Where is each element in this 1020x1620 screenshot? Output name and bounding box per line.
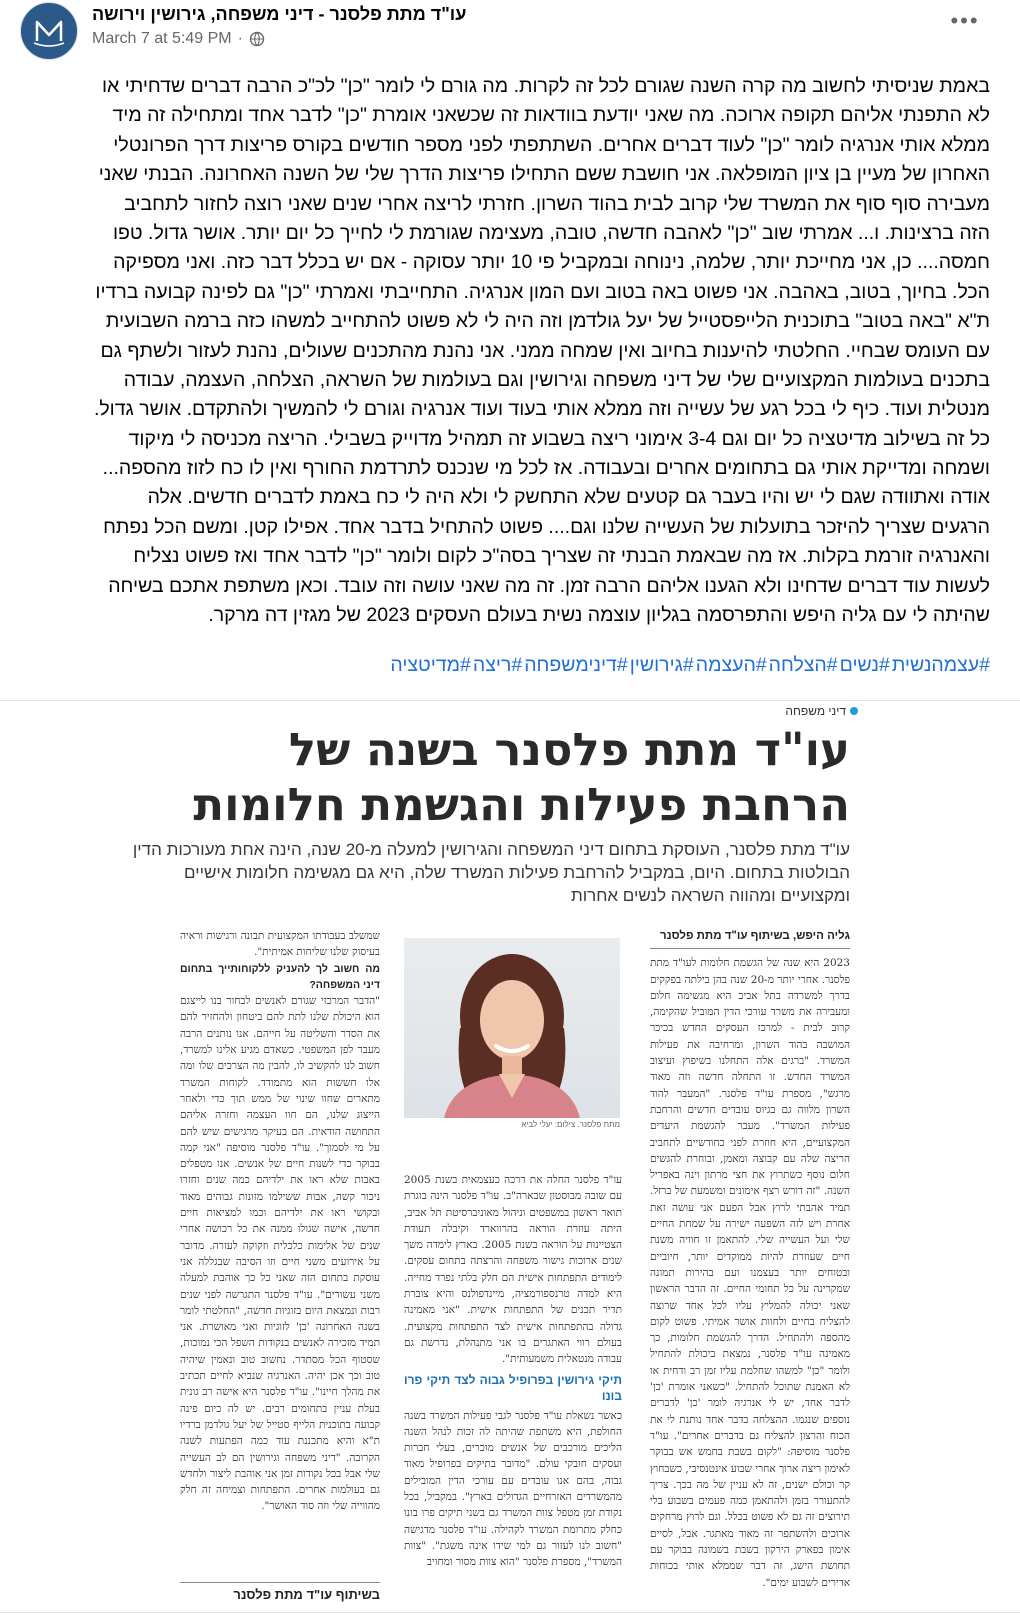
post-body-line: הכל. בחיוך, בטוב, באהבה. אני פשוט באה בטוב ועם המון אנרגיה. התחייבתי ואמרתי "כן" גם לפינה קבועה ברדיו [95,280,990,303]
meta-separator: · [237,30,243,47]
section-dot-icon [850,707,858,715]
column-middle-text-2: כאשר נשאלת עו"ד פלסנר לגבי פעילות המשרד בשנה החולפת, היא משתפת שהיתה לה זכות לנהל השנה הליכים מורכבים של אנשים מוכרים, בעלי חברות ועסקים חובקי עולם. "מדובר בתיקים בפרופיל מאוד גבוה, בהם אנו עובדים עם עורכי הדין המובילים מהמשרדים האזרחיים הגדולים בארץ". במקביל, בכל נקודת זמן מטפל צוות המשרד גם בשני תיקים פרו בונו כחלק מתרומת המשרד לקהילה. עו"ד פלסנר מדגישה "חשוב לנו לעזור גם למי שידו אינה משגת". "צוות המשרד", מספרת פלסנר "הוא צוות מסור ומחויב [404,1409,622,1569]
page-name[interactable]: עו"ד מתת פלסנר - דיני משפחה, גירושין וירושה [92,4,467,24]
headline-line-1: עו"ד מתת פלסנר בשנה של [288,723,850,776]
article-byline-bottom: בשיתוף עו"ד מתת פלסנר [180,1582,380,1602]
post-body-line: לעשות עוד דברים שדחינו ולא הגענו אליהם הרבה זמן. זה מה שאני עושה וזה עובד. וכאן משתפת אתכם בשיחה [108,574,990,597]
column-middle-subhead: תיקי גירושין בפרופיל גבוה לצד תיקי פרו בונו [404,1372,622,1403]
hashtag-link[interactable]: #מדיטציה [390,654,471,676]
post-body-line: מעבירה סוף סוף את המשרד שלי קרוב לבית בהוד השרון. חזרתי לריצה אחרי שנים שאני רוצה לחזור לתחביב [124,192,990,215]
post-body-line: לא התפנתי אליהם תקופה ארוכה. מה שאני יודעת בוודאות זה שכשאני אומרת "כן" לדבר אחד ומתחילה זה מיד [112,104,990,127]
column-left-text: שמשלב בעבודתו המקצועית תבונה ורגישות וראיה בעיסוק שלנו שליחות אמיתית". [180,930,380,959]
article-column-right [650,928,850,1598]
page-avatar[interactable] [20,2,78,60]
post-body-line: הזה ברצינות. ו... אמרתי שוב "כן" לאהבה חדשה, טובה, מעצימה שגורמת לי לחייך כל יום יותר. אושר גדול. טפו [112,221,990,244]
portrait-icon [404,938,620,1118]
column-left-question: מה חשוב לך להעניק ללקוחותייך בתחום דיני המשפחה? [180,962,380,991]
section-label-text: דיני משפחה [785,704,846,718]
article-byline: גליה היפש, בשיתוף עו"ד מתת פלסנר [650,928,850,949]
hashtag-link[interactable]: #גירושין [629,654,694,676]
post-body-line: אודה ואתוודה שגם לי יש והיו בעבר גם קטעים שלא התחשק לי ולא היה לי כח באמת לדברים חדשים. אלה [147,486,990,509]
post-body-line: חמסה.... כן, אני מחייכת יותר, שלמה, נינוחה ובמקביל פי 10 יותר עסוקה - אם יש בכלל דבר כזה. ואני מספיקה [113,251,990,274]
hashtag-link[interactable]: #עצמהנשית [891,654,990,676]
article-lede: עו"ד מתת פלסנר, העוסקת בתחום דיני המשפחה והגירושין למעלה מ-20 שנה, הינה אחת מעורכות הדין הבולטות בתחום. היום, במקביל להרחבת פעילות המשרד שלה, היא גם מגשימה חלומות אישיים ומקצועיים ומהווה השראה לנשים אחרות [132,840,850,905]
hashtag-link[interactable]: #העצמה [695,654,767,676]
column-right-text: 2023 היא שנה של הגשמת חלומות לעו"ד מתת פלסנר. אחרי יותר מ-20 שנה בהן בילתה בפקקים בדרך למשרדה בתל אביב היא מגשימה חלום ומעבירה את משרד עורכי הדין המוביל שהקימה, קרוב לבית - למרכז העסקים החדש בכיכר המושבה בהוד השרון, ומרחיבה את פעילות המשרד. "ברגים אלה התחלנו בשיפוץ ועיצוב המשרד החדש. זו התחלה חדשה וזה מאוד מרגש", מספרת עו"ד פלסנר. "המעבר להוד השרון מלווה גם בגיוס עובדים חדשים והרחבת פעילות המשרד". מעבר להגשמת היעדים המקצועיים, היא חוזרת לפני כחודשיים לתחביב הריצה שלה עם קבוצה ומאמן, ובוחרת להגשים חלום נוסף כשתרוץ את חצי מרתון וינה באפריל השנה. "זה דורש רצף אימונים ומשמעת של ברזל. תמיד אהבתי לרוץ אבל הפעם אני עושה זאת אחרת ויש לזה השפעה ישירה על שמחת החיים שלי ועל העשייה שלי. להתאמן זו חוויה משנת חיים שעוזרת להיות ממוקדים יותר, חיוביים ובטוחים יותר בעצמנו ועם בהירות תמונה שמקרינה על כל תחומי החיים. זה הדבר הראשון שאני יכולה להמליץ עליו לכל אחד שרוצה להצליח בחיים ולחוות אושר אמיתי. פשוט לקום מהספה ולהתחיל. הדרך להגשמת חלומות, כך מאמינה עו"ד פלסנר, נמצאת ביכולת להתחיל ולומר "כן" למשהו שחלמת עליו זמן רב ודחית או לא האמנת שתוכל להתחיל. "כשאני אומרת 'כן' לדבר אחד, יש לי אנרגיה לומר 'כן' לדברים נוספים שנגמו. ההצלחה בדבר אחד נותנת לי את הכוח והרצון להצליח גם בדברים אחרים". עו"ד פלסנר מוסיפה: "לקום בשבת בחמש אש בבוקר לאימון ריצה ארוך אחרי שבוע אינטנסיבי, כשבחוץ קר וכולם ישנים, זה לא עניין של מה בכך. צריך להתעורר בזמן ולהתאמן כמה פעמים בשבוע בלי תירוצים זה גם לא פשוט בכלל. וגם לרוץ מרחקים ארוכים ולהשתפר זה מאוד מאתגר. אבל, לסיים אימון בפארק הירקון בשבת בשמונה בבוקר עם תחושת הישג, זה דבר שממלא אותי בכוחות אדירים לשבוע ימים". [650,957,850,1589]
hashtag-link[interactable]: #הצלחה [768,654,838,676]
post-body [20,72,990,652]
post-body-line: באמת שניסיתי לחשוב מה קרה השנה שגורם לכל זה לקרות. מה גורם לי לומר "כן" לכ"כ הרבה דברים שדחיתי או [101,75,990,97]
article-headline [130,722,850,832]
section-label [785,704,858,718]
headline-line-2: הרחבת פעילות והגשמת חלומות [193,778,850,831]
article-column-middle [404,1172,622,1597]
post-body-line: בתכנים בעולמות המקצועיים שלי של דיני משפחה וגירושין וגם בעולמות של השראה, הצלחה, העצמה, עבודה [123,368,990,391]
logo-icon [29,11,69,51]
post-body-line: ממלא אותי אנרגיה לומר "כן" לעוד דברים אחרים. השתתפתי לפני מספר חודשים בקורס פריצות דרך הפרונטלי [113,133,990,156]
hashtag-link[interactable]: #ריצה [472,654,523,676]
post-body-line: ושמחה ומדייקת אותי גם בתחומים אחרים ובעבודה. אז לכל מי שנכנס לתרדמת החורף ואין לו כח לזוז מהספה... [102,457,990,480]
post-body-line: כל זה בשילוב מדיטציה כל יום וגם 3-4 אימוני ריצה בשבוע זה תמהיל מדוייק בשבילי. הריצה מכניסה לי מיקוד [128,427,990,450]
divider [0,1612,1020,1613]
column-left-text-2: "הדבר המרכזי שגורם לאנשים לבחור בנו לייצגם הוא היכולת שלנו לתת להם ביטחון ולהחזיר להם את הסדר והשליטה על חייהם. אנו נותנים הרבה מעבר לפן המשפטי. כשאדם מגיע אלינו למשרד, חשוב לנו להקשיב לו, להבין מה הצרכים שלו ומה אלו חששות הוא מתמודד. לקוחות המשרד מתארים שחוו שינוי של ממש תוך כדי ולאחר הייצוג שלנו, הם חוו העצמה וחזרה אליהם התחושה הודאית. הם בעיקר מרגישים שיש להם על מי לסמוך". עו"ד פלסנר מוסיפה "אני קמה בבוקר כדי לשנות חיים של אנשים. אנו מטפלים באבות שלא ראו את ילדיהם כמה שנים וחזרו ניכור קשה, אבות ששילמו מזונות גבוהים מאוד ובקושי ראו את ילדיהם וכמו למציאות חיים חדשה, אישה שגולו ממנה את כל רכושה אחרי שנים של אלימות כלכלית וזקוקה לעזרה. מדובר על אירועים משני חיים וזו הסיבה שבגללה אני עוסקת בתחום הזה שאני כל כך אוהבת למעלה משני עשורים". עו"ד פלסנר התגרשה לפני שנים רבות ונמצאת היום בזוגיות חדשה, "החלטתי לומר בשנה האחרונה 'כן' לזוגיות ואני מאושרת. אני תמיד מזכירה לאנשים בנקודות השפל הכי נמוכות, שסטוף הכל מסתדר. נחשוב טוב ונאמין שיהיה טוב וכך אכן יהיה. האנרגיה שנביא לחיים תכתיב את מהלך חיינו". עו"ד פלסנר היא אישה רב גונית בעלת עניין בתחומים רבים. יש לה כיום פינה קבועה בתוכנית הלייף סטייל של יעל גולדמן ברדיו ת"א והיא מתכננת עוד כמה הפתעות לשנה הקרובה. "דיני משפחה וגירושין הם לב העשייה שלי אבל בכל נקודות זמן אני אוהבת ליצור ולחדש גם בעולמות אחרים. התפתחות וצמיחה זה חלק מהווייה שלי וזה סוד האושר". [180,995,380,1513]
divider [0,700,1020,701]
photo-caption: מתת פלסנר. צילום: יעלי לביא [521,1120,620,1129]
post-header [0,0,1020,70]
portrait-photo [404,938,620,1118]
post-body-line: מנטלית ועוד. כיף לי בכל רגע של עשייה וזה ממלא אותי בעוד ועוד אנרגיה וגורם לי להמשיך ולהתקדם. אושר גדול. [93,398,990,421]
more-options-button[interactable]: ••• [950,8,980,33]
post-body-line: הרגעים שצריך להיזכר בתועלות של העשייה שלנו וגם.... פשוט להתחיל בדבר אחד. אפילו קטן. ומשם הכל נפתח [103,515,990,538]
article-column-left [180,928,380,1578]
globe-icon [249,31,265,47]
post-body-line: והאנרגיה זורמת בקלות. אז מה שבאמת הבנתי זה שצריך בסה"כ לקום ולומר "כן" לדבר אחד ואז פשוט נצליח [133,545,990,568]
post-meta [92,30,265,48]
post-timestamp[interactable]: March 7 at 5:49 PM [92,30,232,47]
column-middle-text: עו"ד פלסנר החלה את דרכה כעצמאית בשנת 2005 עם שובה מבוסטון שבארה"ב. עו"ד פלסנר הינה בוגרת תואר ראשון במשפטים וניהול מאוניברסיטת תל אביב, היתה עוזרת הוראה בהרווארד וקיבלה תעודת הצטיינות על הוראה בשנת 2005. בארץ לימדה משך שנים ארוכות גישור משפחה והרצתה בתחום עסקים. לימודים התפתחות אישית הם חלק בלתי נפרד מחייה. היא למדה טרנספורמציה, מיינדפולנס והיא צוברת תדיר תכנים של התפתחות אישית. "אני מאמינה גדולה בהתפתחות אישית לצד התפתחות מקצועית. בעולם רווי האתגרים בו אני מתנהלת, נדרשת גם עבודה מנטאלית משמעותית". [404,1174,622,1366]
post-body-line: האחרון של מעיין בן ציון המופלאה. אני חושבת ששם התחילו פריצות הדרך שלי של השנה האחרונה. הבנתי שאני [98,163,990,186]
post-body-line: ת"א "באה בטוב" בתוכנית הלייפסטייל של יעל גולדמן וזה היה לי לא פשוט להתחייב למשהו כזה ברמה השבועית [105,310,990,333]
hashtags [20,654,990,677]
post-body-line: שהיתה לי עם גליה היפש והתפרסמה בגליון עוצמה נשית בעולם העסקים 2023 של מגזין דה מרקר. [208,604,990,627]
hashtag-link[interactable]: #נשים [839,654,890,676]
hashtag-link[interactable]: #דינימשפחה [524,654,628,676]
article-image[interactable] [120,702,860,1607]
post-body-line: עם העומס שבחיי. החלטתי להיענות בחיוב ואין שמחה ממני. אני נהנת מהתכנים שעולים, נהנת לעזור ולשתף גם [100,339,990,362]
